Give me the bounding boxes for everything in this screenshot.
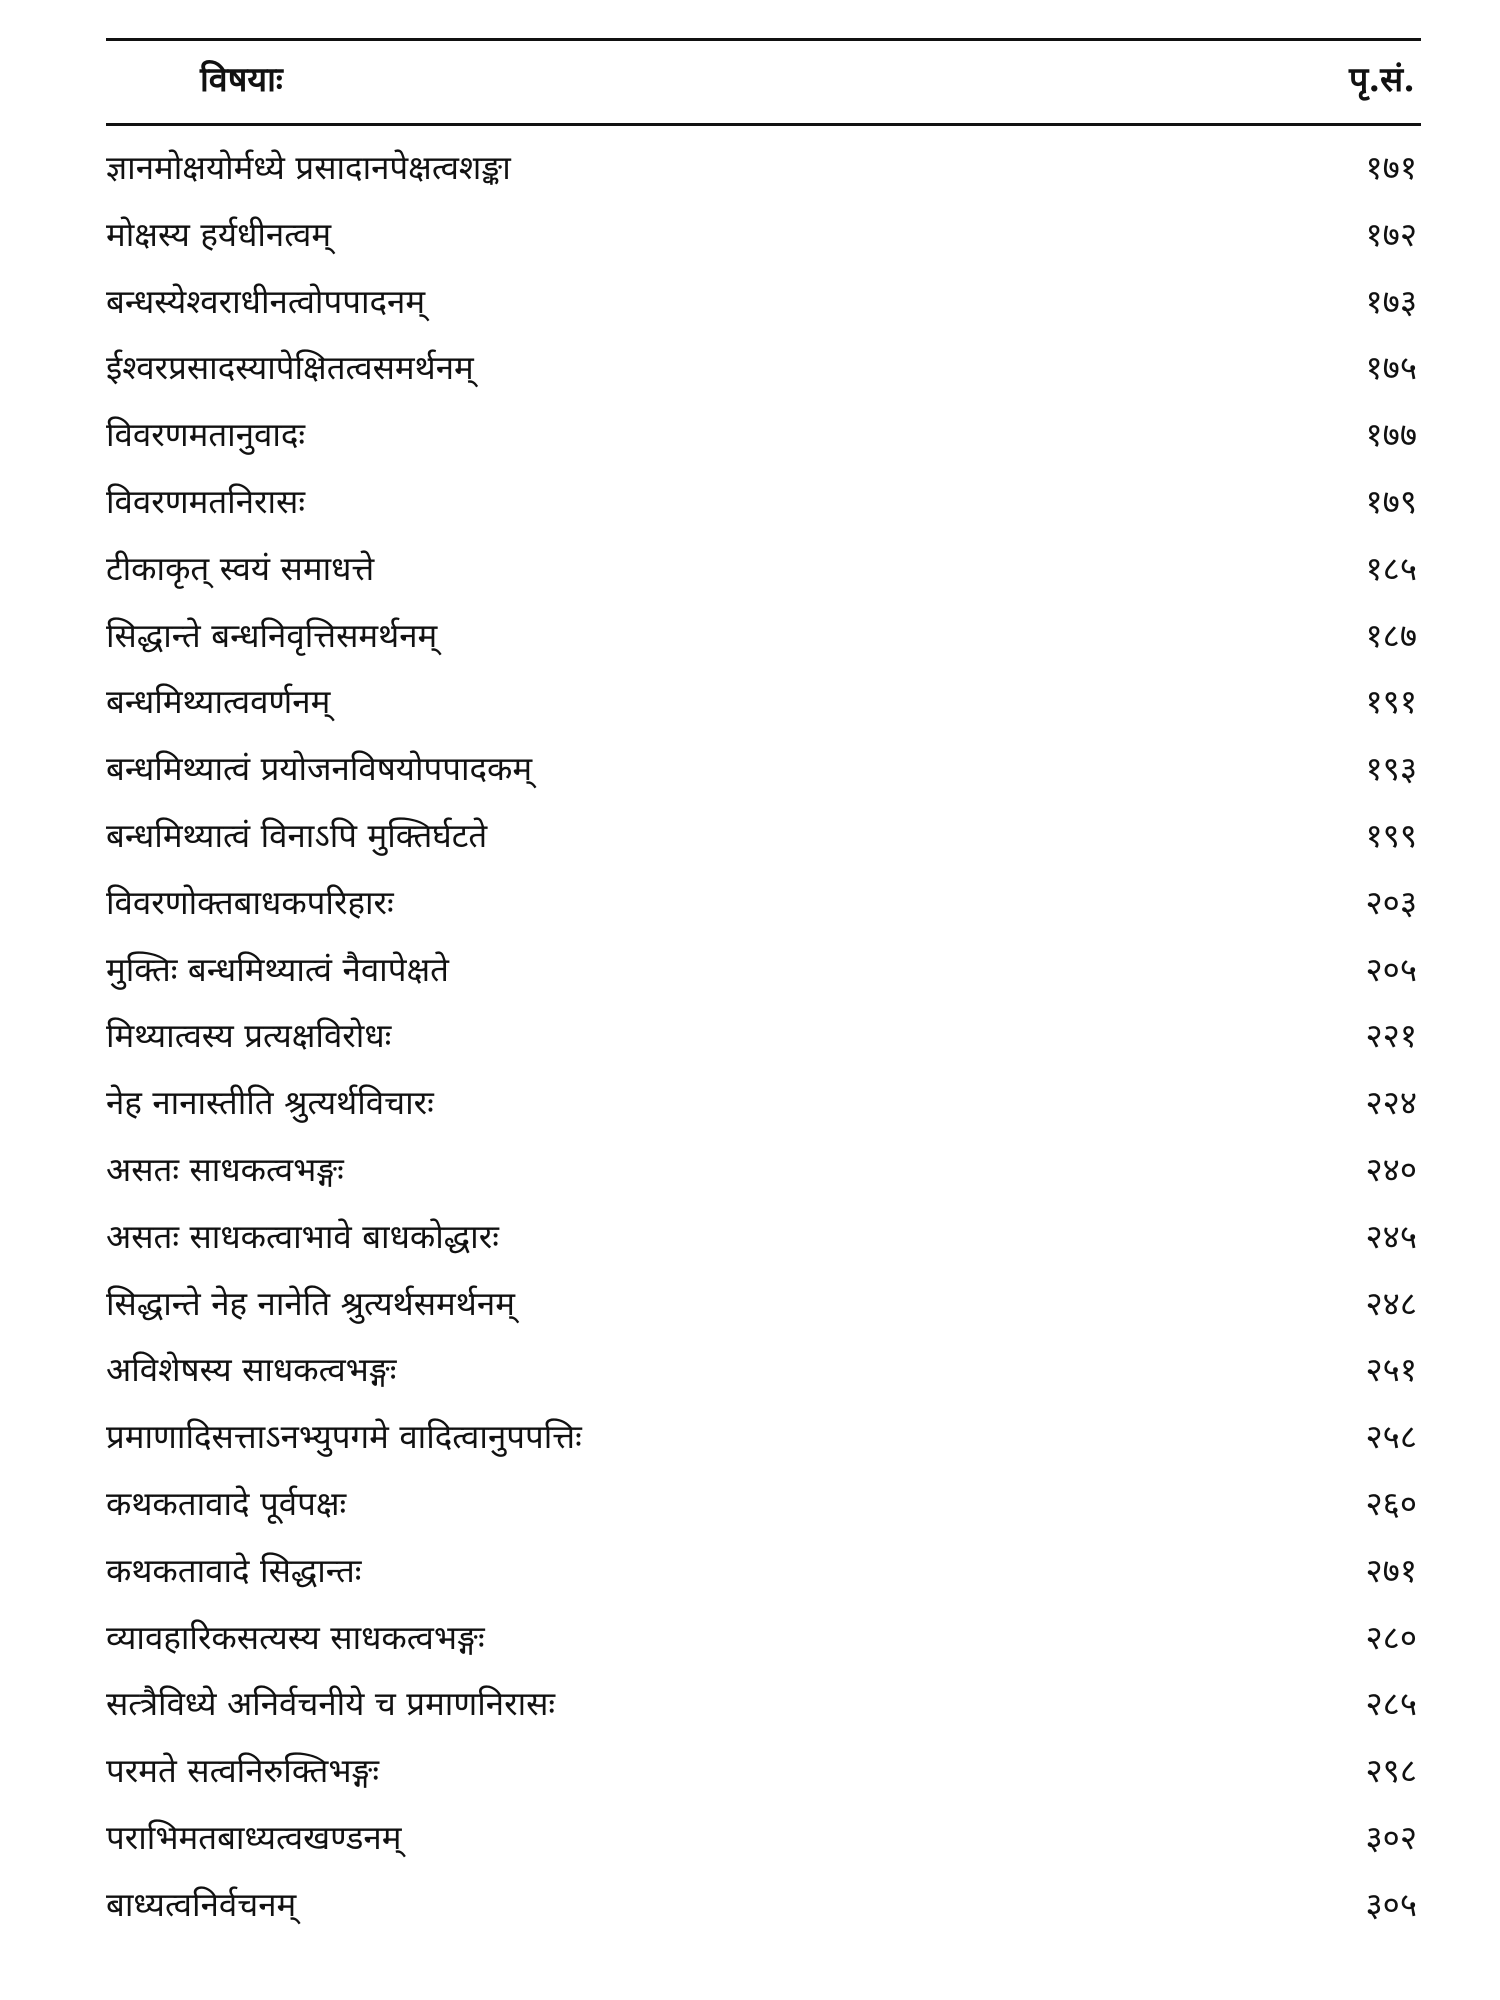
toc-entry-title: बन्धस्येश्वराधीनत्वोपपादनम्: [106, 281, 426, 321]
toc-entry-page-number: १९३: [1365, 749, 1417, 789]
toc-entry-title: ईश्वरप्रसादस्यापेक्षितत्वसमर्थनम्: [106, 348, 474, 388]
header-rule: [106, 123, 1421, 126]
toc-entry-title: नेह नानास्तीति श्रुत्यर्थविचारः: [106, 1083, 434, 1123]
toc-entry: [0, 937, 1500, 1004]
toc-entry-page-number: १७३: [1365, 281, 1417, 321]
toc-entry-title: सिद्धान्ते बन्धनिवृत्तिसमर्थनम्: [106, 615, 438, 655]
toc-entry: [0, 1738, 1500, 1805]
toc-entry: [0, 803, 1500, 870]
toc-entry-title: कथकतावादे सिद्धान्तः: [106, 1550, 362, 1590]
toc-entry-title: मोक्षस्य हर्यधीनत्वम्: [106, 214, 332, 254]
toc-entry-page-number: १७१: [1365, 148, 1417, 187]
toc-entry: [0, 1671, 1500, 1738]
toc-entry: [0, 536, 1500, 603]
toc-entry-page-number: २४५: [1365, 1216, 1417, 1256]
toc-entry: [0, 135, 1500, 202]
toc-entry-title: मिथ्यात्वस्य प्रत्यक्षविरोधः: [106, 1016, 392, 1056]
toc-entry-title: सत्त्रैविध्ये अनिर्वचनीये च प्रमाणनिरासः: [106, 1684, 556, 1724]
toc-entry: [0, 1003, 1500, 1070]
toc-entry-page-number: ३०५: [1365, 1884, 1417, 1924]
toc-entry-page-number: २०३: [1365, 882, 1417, 922]
toc-entry-title: असतः साधकत्वाभावे बाधकोद्धारः: [106, 1216, 499, 1256]
toc-entry-title: विवरणमतानुवादः: [106, 415, 306, 455]
toc-entry-page-number: १७९: [1365, 481, 1417, 521]
toc-entry-title: असतः साधकत्वभङ्गः: [106, 1149, 344, 1189]
toc-entry-page-number: २४०: [1365, 1149, 1417, 1189]
toc-entry: [0, 1204, 1500, 1271]
toc-entry-page-number: २७१: [1365, 1550, 1417, 1590]
toc-entry-title: टीकाकृत् स्वयं समाधत्ते: [106, 548, 375, 588]
toc-entry-page-number: ३०२: [1365, 1817, 1417, 1857]
toc-entry: [0, 1404, 1500, 1471]
toc-entry-title: विवरणमतनिरासः: [106, 481, 306, 521]
toc-list: [0, 135, 1500, 1939]
toc-entry: [0, 1872, 1500, 1939]
toc-entry-page-number: २८०: [1365, 1617, 1417, 1657]
toc-entry: [0, 469, 1500, 536]
toc-entry-page-number: २८५: [1365, 1684, 1417, 1724]
toc-entry: [0, 1805, 1500, 1872]
toc-entry-title: सिद्धान्ते नेह नानेति श्रुत्यर्थसमर्थनम्: [106, 1283, 515, 1323]
toc-header: [0, 48, 1500, 112]
toc-entry: [0, 335, 1500, 402]
toc-entry-title: व्यावहारिकसत्यस्य साधकत्वभङ्गः: [106, 1617, 485, 1657]
toc-entry-title: ज्ञानमोक्षयोर्मध्ये प्रसादानपेक्षत्वशङ्का: [106, 148, 511, 187]
toc-entry: [0, 1471, 1500, 1538]
toc-entry-title: मुक्तिः बन्धमिथ्यात्वं नैवापेक्षते: [106, 949, 449, 989]
toc-entry-title: परमते सत्वनिरुक्तिभङ्गः: [106, 1751, 380, 1791]
toc-entry-title: प्रमाणादिसत्ताऽनभ्युपगमे वादित्वानुपपत्तिः: [106, 1417, 582, 1457]
page-column-heading: पृ.सं.: [1349, 60, 1415, 100]
toc-entry-page-number: १९१: [1365, 682, 1417, 722]
toc-entry-title: बन्धमिथ्यात्ववर्णनम्: [106, 682, 331, 722]
toc-entry-title: कथकतावादे पूर्वपक्षः: [106, 1483, 347, 1523]
toc-entry-page-number: २६०: [1365, 1483, 1417, 1523]
toc-entry-page-number: २९८: [1365, 1751, 1417, 1791]
toc-entry-page-number: २५८: [1365, 1417, 1417, 1457]
toc-entry: [0, 736, 1500, 803]
toc-entry: [0, 1070, 1500, 1137]
toc-entry-page-number: २२१: [1365, 1016, 1417, 1056]
toc-entry: [0, 269, 1500, 336]
toc-entry-page-number: १७७: [1365, 415, 1417, 455]
toc-entry-page-number: १८५: [1365, 548, 1417, 588]
toc-entry: [0, 1271, 1500, 1338]
toc-entry-title: बाध्यत्वनिर्वचनम्: [106, 1884, 297, 1924]
toc-entry-title: पराभिमतबाध्यत्वखण्डनम्: [106, 1817, 402, 1857]
toc-entry-page-number: २५१: [1365, 1350, 1417, 1390]
toc-entry-page-number: २४८: [1365, 1283, 1417, 1323]
toc-entry: [0, 1137, 1500, 1204]
toc-entry-page-number: १७२: [1365, 214, 1417, 254]
toc-entry-page-number: २२४: [1365, 1083, 1417, 1123]
toc-entry: [0, 603, 1500, 670]
toc-entry: [0, 870, 1500, 937]
toc-entry-title: बन्धमिथ्यात्वं प्रयोजनविषयोपपादकम्: [106, 749, 533, 789]
toc-entry-page-number: १७५: [1365, 348, 1417, 388]
toc-entry-page-number: १९९: [1365, 815, 1417, 855]
toc-entry-page-number: २०५: [1365, 949, 1417, 989]
toc-entry: [0, 669, 1500, 736]
toc-entry-page-number: १८७: [1365, 615, 1417, 655]
toc-entry: [0, 402, 1500, 469]
toc-entry-title: अविशेषस्य साधकत्वभङ्गः: [106, 1350, 397, 1390]
toc-entry-title: विवरणोक्तबाधकपरिहारः: [106, 882, 394, 922]
toc-entry: [0, 202, 1500, 269]
top-rule: [106, 38, 1421, 41]
toc-entry: [0, 1337, 1500, 1404]
toc-entry: [0, 1538, 1500, 1605]
subject-column-heading: विषयाः: [200, 60, 283, 100]
toc-entry: [0, 1605, 1500, 1672]
toc-entry-title: बन्धमिथ्यात्वं विनाऽपि मुक्तिर्घटते: [106, 815, 488, 855]
